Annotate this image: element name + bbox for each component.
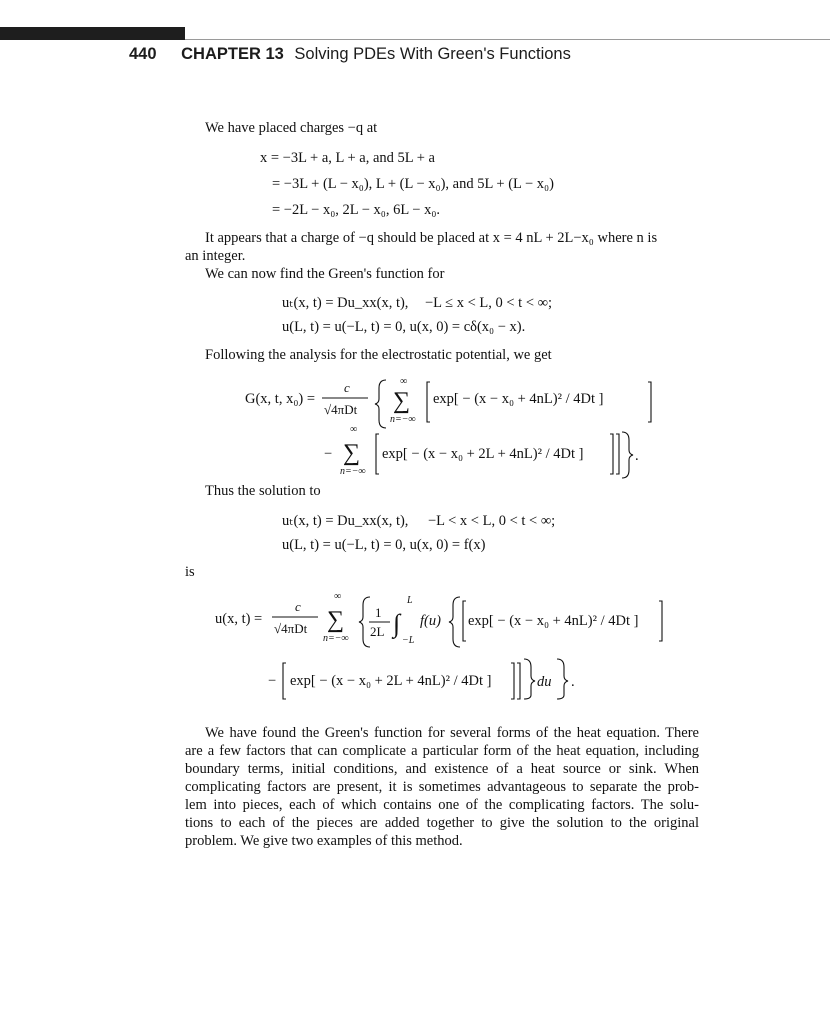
solution-term1: exp[ − (x − x₀ + 4nL)² / 4Dt ] [468,613,639,629]
closing-paragraph [185,724,699,850]
closing-line: boundary terms, initial conditions, and existence of a heat source or sink. When [185,761,699,777]
closing-line: lem into pieces, each of which contains one of the complicating factors. The solu- [185,797,699,813]
svg-text:.: . [571,674,575,690]
solution-term2: exp[ − (x − x₀ + 2L + 4nL)² / 4Dt ] [290,673,492,689]
solution-frac-den: 2L [370,624,385,639]
green-sum1-sigma: ∑ [393,388,411,414]
header-bar [0,27,185,40]
header-rule [185,39,830,40]
thus-text: Thus the solution to [205,483,321,499]
pde2-equation: uₜ(x, t) = Du_xx(x, t), [282,513,409,529]
green-sum2-sigma: ∑ [343,440,361,466]
solution-lhs: u(x, t) = [215,611,263,627]
solution-frac-num: 1 [375,605,382,620]
solution-int-upper: L [407,595,413,606]
green-sum1-top: ∞ [400,376,408,387]
find-green-text: We can now find the Green's function for [205,266,445,282]
closing-line: tions to each of the pieces are added together to give the solution to the original [185,815,699,831]
pde2-domain: −L < x < L, 0 < t < ∞; [428,513,556,529]
closing-line: complicating factors are present, it is sometimes advantageous to separate the prob- [185,779,699,795]
pde2-conditions: u(L, t) = u(−L, t) = 0, u(x, 0) = f(x) [282,537,486,553]
closing-line: problem. We give two examples of this method. [185,833,463,849]
svg-text:−: − [268,673,277,689]
green-term1: exp[ − (x − x₀ + 4nL)² / 4Dt ] [433,391,604,407]
solution-du: du [537,674,552,690]
running-header [129,45,571,67]
closing-line: are a few factors that can complicate a particular form of the heat equation, including [185,743,699,759]
solution-sum-top: ∞ [334,591,342,602]
solution-sum-bottom: n=−∞ [323,633,349,644]
solution-coef-num: c [295,599,301,614]
page-number: 440 [129,45,157,63]
green-lhs: G(x, t, x₀) = [245,391,316,407]
following-text: Following the analysis for the electrostatic potential, we get [205,347,552,363]
positions-line-1: x = −3L + a, L + a, and 5L + a [260,150,435,166]
appears-line-1: It appears that a charge of −q should be placed at x = 4 nL + 2L−x₀ where n is [205,230,658,246]
green-sum2-bottom: n=−∞ [340,466,366,477]
charges-intro: We have placed charges −q at [205,120,378,136]
solution-integrand: f(u) [420,613,441,629]
positions-line-3: = −2L − x₀, 2L − x₀, 6L − x₀. [272,202,441,218]
green-coef-num: c [344,380,350,395]
svg-text:−: − [324,446,333,462]
solution-int-lower: −L [402,635,415,646]
positions-line-2: = −3L + (L − x₀), L + (L − x₀), and 5L + (L − x₀) [272,176,554,192]
chapter-title: Solving PDEs With Green's Functions [294,45,571,63]
pde1-domain: −L ≤ x < L, 0 < t < ∞; [425,295,552,311]
solution-equation [210,585,680,700]
green-term2: exp[ − (x − x₀ + 2L + 4nL)² / 4Dt ] [382,446,584,462]
green-sum1-bottom: n=−∞ [390,414,416,425]
green-coef-den: √4πDt [324,402,358,417]
is-text: is [185,564,195,580]
pde1-conditions: u(L, t) = u(−L, t) = 0, u(x, 0) = cδ(x₀ − x). [282,319,526,335]
pde1-equation: uₜ(x, t) = Du_xx(x, t), [282,295,409,311]
svg-text:.: . [635,448,639,464]
green-function-equation [240,372,660,482]
solution-sum-sigma: ∑ [327,607,345,633]
closing-line: We have found the Green's function for several forms of the heat equation. There [205,725,699,741]
solution-integral: ∫ [393,609,401,638]
appears-line-2: an integer. [185,248,246,264]
chapter-label: CHAPTER 13 [181,45,284,63]
solution-coef-den: √4πDt [274,621,308,636]
green-sum2-top: ∞ [350,424,358,435]
